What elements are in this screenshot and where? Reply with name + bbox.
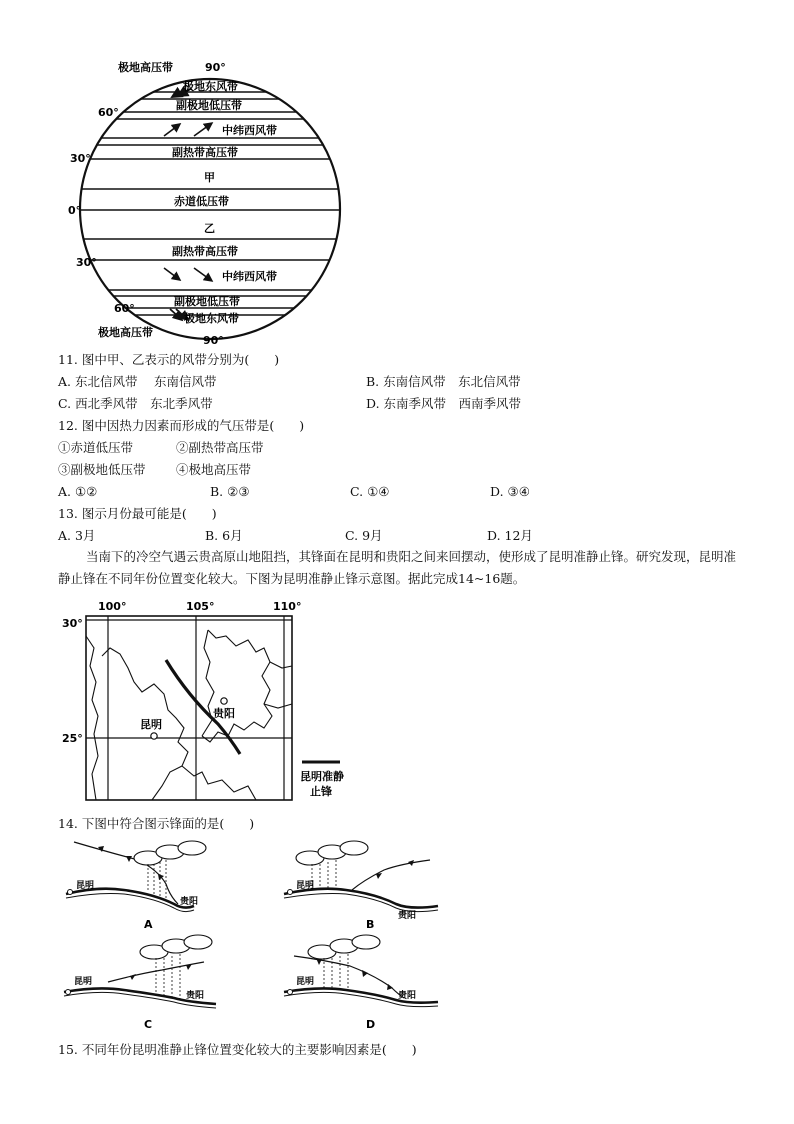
kunming-dot bbox=[151, 733, 157, 739]
band-label: 极地东风带 bbox=[183, 80, 238, 93]
q14-stem: 14. 下图中符合图示锋面的是( ) bbox=[58, 816, 255, 831]
wind-arrows-westerlies-s bbox=[164, 268, 212, 281]
lat-0: 0° bbox=[68, 204, 82, 217]
legend-label-1: 昆明准静 bbox=[300, 770, 344, 783]
diagram-d-letter: D bbox=[366, 1018, 376, 1031]
lon-105-label: 105° bbox=[186, 600, 215, 613]
guiyang-label: 贵阳 bbox=[213, 707, 235, 720]
q12-option-a: A. ①② bbox=[58, 484, 98, 499]
diagram-b-letter: B bbox=[366, 918, 375, 931]
legend-label-2: 止锋 bbox=[310, 785, 332, 798]
band-label: 中纬西风带 bbox=[222, 124, 277, 137]
diagram-d-guiyang: 贵阳 bbox=[398, 991, 417, 1001]
q12-option-c: C. ①④ bbox=[350, 484, 390, 499]
lon-110-label: 110° bbox=[273, 600, 302, 613]
diagram-c-letter: C bbox=[144, 1018, 153, 1031]
diagram-b-kunming: 昆明 bbox=[296, 881, 315, 891]
q12-option-b: B. ②③ bbox=[210, 484, 250, 499]
lat-90-top: 90° bbox=[205, 61, 226, 74]
q13-stem: 13. 图示月份最可能是( ) bbox=[58, 506, 217, 521]
wind-arrows-westerlies-n bbox=[164, 123, 212, 136]
diagram-c-kunming: 昆明 bbox=[74, 977, 93, 987]
q13-option-c: C. 9月 bbox=[345, 528, 383, 543]
lat-30-s: 30° bbox=[76, 256, 97, 269]
diagram-c bbox=[64, 935, 216, 1031]
passage: 当南下的冷空气遇云贵高原山地阻挡，其锋面在昆明和贵阳之间来回摆动，使形成了昆明准静止锋。研究发现，昆明准静止锋在不同年份位置变化较大。下图为昆明准静止锋示意图。据此完成14~16题。 bbox=[58, 549, 737, 586]
province-boundaries bbox=[86, 630, 292, 800]
q11-option-c: C. 西北季风带 东北季风带 bbox=[58, 396, 213, 411]
band-label: 副热带高压带 bbox=[172, 146, 238, 159]
band-label: 极地东风带 bbox=[184, 312, 239, 325]
diagram-a-kunming: 昆明 bbox=[76, 881, 95, 891]
q13-option-d: D. 12月 bbox=[487, 528, 533, 543]
diagram-a bbox=[66, 841, 206, 931]
band-label: 乙 bbox=[204, 222, 215, 235]
q12-item-1: ①赤道低压带 bbox=[58, 440, 134, 455]
pressure-wind-belt-globe bbox=[60, 52, 360, 350]
lon-100-label: 100° bbox=[98, 600, 127, 613]
lat-30-n: 30° bbox=[70, 152, 91, 165]
lat-60-s: 60° bbox=[114, 302, 135, 315]
south-pole-label: 极地高压带 bbox=[98, 326, 153, 339]
q11-stem: 11. 图中甲、乙表示的风带分别为( ) bbox=[58, 352, 280, 367]
lat-25-label: 25° bbox=[62, 732, 83, 745]
lat-90-bottom: 90° bbox=[203, 334, 224, 347]
q12-item-2: ②副热带高压带 bbox=[176, 440, 264, 455]
kunming-label: 昆明 bbox=[140, 718, 162, 731]
q11-option-b: B. 东南信风带 东北信风带 bbox=[366, 374, 521, 389]
diagram-d bbox=[284, 935, 438, 1031]
q12-item-3: ③副极地低压带 bbox=[58, 462, 146, 477]
diagram-b-guiyang: 贵阳 bbox=[398, 911, 417, 921]
band-label: 中纬西风带 bbox=[222, 270, 277, 283]
diagram-b bbox=[284, 841, 438, 931]
q13-option-b: B. 6月 bbox=[205, 528, 243, 543]
band-label: 赤道低压带 bbox=[174, 195, 229, 208]
front-profile-diagrams bbox=[58, 838, 458, 1038]
guiyang-dot bbox=[221, 698, 227, 704]
lat-30-label: 30° bbox=[62, 617, 83, 630]
diagram-c-guiyang: 贵阳 bbox=[186, 991, 205, 1001]
q11-option-d: D. 东南季风带 西南季风带 bbox=[366, 396, 522, 411]
north-pole-label: 极地高压带 bbox=[118, 61, 173, 74]
band-label: 甲 bbox=[204, 171, 215, 184]
lat-60-n: 60° bbox=[98, 106, 119, 119]
q12-option-d: D. ③④ bbox=[490, 484, 530, 499]
band-label: 副热带高压带 bbox=[172, 245, 238, 258]
q12-item-4: ④极地高压带 bbox=[176, 462, 252, 477]
q12-stem: 12. 图中因热力因素而形成的气压带是( ) bbox=[58, 418, 305, 433]
q11-option-a: A. 东北信风带 东南信风带 bbox=[58, 374, 217, 389]
diagram-a-guiyang: 贵阳 bbox=[180, 897, 199, 907]
band-label: 副极地低压带 bbox=[174, 295, 240, 308]
q15-stem: 15. 不同年份昆明准静止锋位置变化较大的主要影响因素是( ) bbox=[58, 1042, 417, 1057]
q13-option-a: A. 3月 bbox=[58, 528, 96, 543]
kunming-front-map bbox=[58, 596, 348, 806]
diagram-d-kunming: 昆明 bbox=[296, 977, 315, 987]
diagram-a-letter: A bbox=[144, 918, 153, 931]
band-label: 副极地低压带 bbox=[176, 99, 242, 112]
